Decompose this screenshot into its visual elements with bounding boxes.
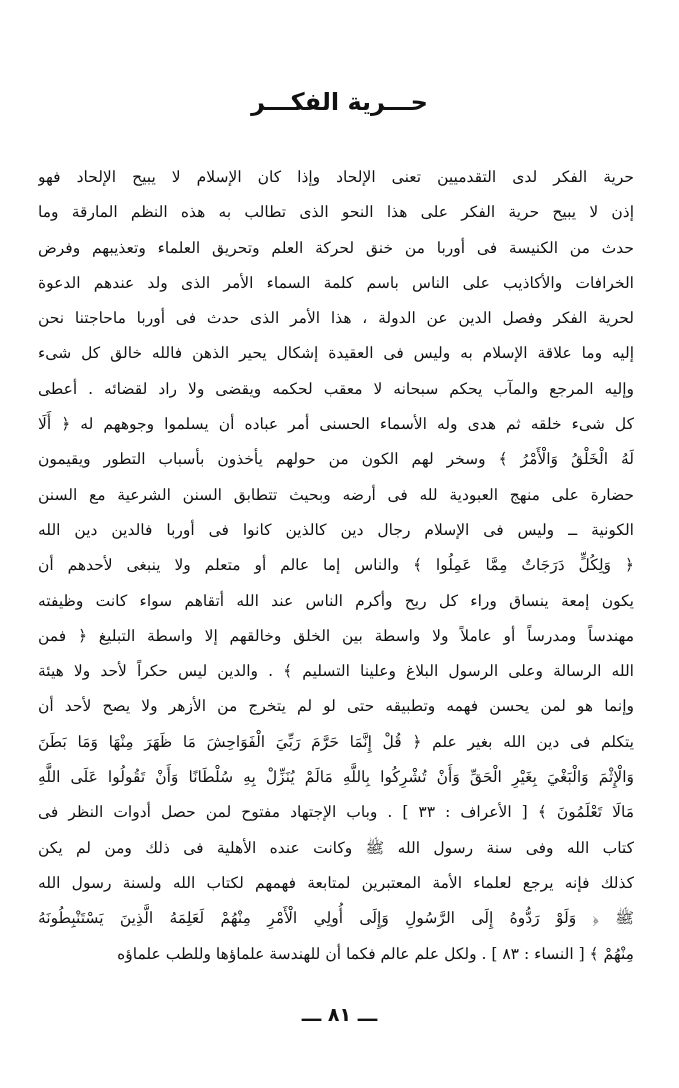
text-line-7: وإليه المرجع والمآب يحكم سبحانه لا معقب لحكمه ويقضى ولا راد لقضائه . أعطى (38, 379, 634, 398)
page-heading: حـــرية الفكـــر (251, 88, 428, 116)
text-line-13: يكون إمعة ينساق وراء كل ريح وأكرم الناس عند الله أتقاهم سواء كانت وظيفته (38, 591, 634, 610)
text-line-22: ﷺ ﴿ وَلَوْ رَدُّوهُ إِلَى الرَّسُولِ وَإِلَى أُولِي الْأَمْرِ مِنْهُمْ لَعَلِمَهُ الَّذِينَ يَسْتَنْبِطُونَهُ (38, 909, 634, 928)
text-line-15: الله الرسالة وعلى الرسول البلاغ وعلينا التسليم ﴾ . والدين ليس حكراً لأحد ولا هيئة (38, 662, 634, 681)
text-line-3: حدث من الكنيسة فى أوربا من خنق لحركة العلم وتحريق العلماء وتعذيبهم وفرض (38, 238, 634, 257)
text-line-1: حرية الفكر لدى التقدميين تعنى الإلحاد وإذا كان الإسلام لا يبيح الإلحاد فهو (38, 168, 634, 186)
text-line-11: الكونية ــ وليس فى الإسلام رجال دين كالذين كانوا فى أوربا فالدين دين الله (38, 520, 634, 539)
text-line-14: مهندساً ومدرساً أو عاملاً ولا واسطة بين الخلق وخالقهم إلا واسطة التبليغ ﴿ فمن (38, 626, 634, 645)
text-line-8: كل شىء خلقه ثم هدى وله الأسماء الحسنى أمر عباده أن يسلموا وجوههم له ﴿ أَلَا (38, 415, 634, 434)
body-text (38, 160, 634, 972)
text-line-6: إليه وما علاقة الإسلام به وليس فى العقيدة إشكال يحير الذهن فالله خالق كل شىء (38, 344, 634, 363)
text-line-16: وإنما هو لمن يحسن فهمه وتطبيقه حتى لو لم يتخرج من الأزهر ولا يصح لأحد أن (38, 697, 634, 716)
page-number: ـــ ٨١ ـــ (301, 1004, 378, 1026)
text-line-9: لَهُ الْخَلْقُ وَالْأَمْرُ ﴾ وسخر لهم الكون من حولهم يأخذون بأسباب التطور ويقيمون (38, 450, 634, 469)
text-line-17: يتكلم فى دين الله بغير علم ﴿ قُلْ إِنَّمَا حَرَّمَ رَبِّيَ الْفَوَاحِشَ مَا ظَهَرَ مِنْهَا وَمَا بَطَنَ (38, 732, 634, 751)
text-line-5: لحرية الفكر وفصل الدين عن الدولة ، هذا الأمر الذى حدث فى أوربا ماحاجتنا نحن (38, 309, 634, 328)
text-line-23: مِنْهُمْ ﴾ [ النساء : ٨٣ ] . ولكل علم عالم فكما أن للهندسة علماؤها وللطب علماؤه (117, 944, 634, 963)
text-line-12: ﴿ وَلِكُلٍّ دَرَجَاتٌ مِمَّا عَمِلُوا ﴾ والناس إما عالم أو متعلم ولا ينبغى لأحدهم أن (38, 556, 634, 575)
text-line-20: كتاب الله وفى سنة رسول الله ﷺ وكانت عنده الأهلية فى ذلك ومن لم يكن (38, 838, 634, 857)
text-line-4: الخرافات والأكاذيب على الناس باسم كلمة السماء الأمر الذى ولد عندهم الدعوة (38, 273, 634, 292)
text-line-18: وَالْإِثْمَ وَالْبَغْيَ بِغَيْرِ الْحَقِّ وَأَنْ تُشْرِكُوا بِاللَّهِ مَالَمْ يُنَزِّلْ بِهِ سُلْطَانًا وَأَنْ تَقُولُوا عَلَى اللَّهِ (38, 768, 634, 787)
text-line-2: إذن لا يبيح حرية الفكر على هذا النحو الذى تطالب به هذه النظم المارقة وما (38, 203, 634, 222)
text-line-19: مَالَا تَعْلَمُونَ ﴾ [ الأعراف : ٣٣ ] . وباب الإجتهاد مفتوح لمن حصل أدوات النظر فى (38, 803, 634, 822)
text-line-10: حضارة على منهج العبودية لله فى أرضه وبحيث تتطابق السنن الشرعية مع السنن (38, 485, 634, 504)
text-line-21: كذلك فإنه يرجع لعلماء الأمة المعتبرين لمتابعة فهمهم لكتاب الله ولسنة رسول الله (38, 873, 634, 892)
